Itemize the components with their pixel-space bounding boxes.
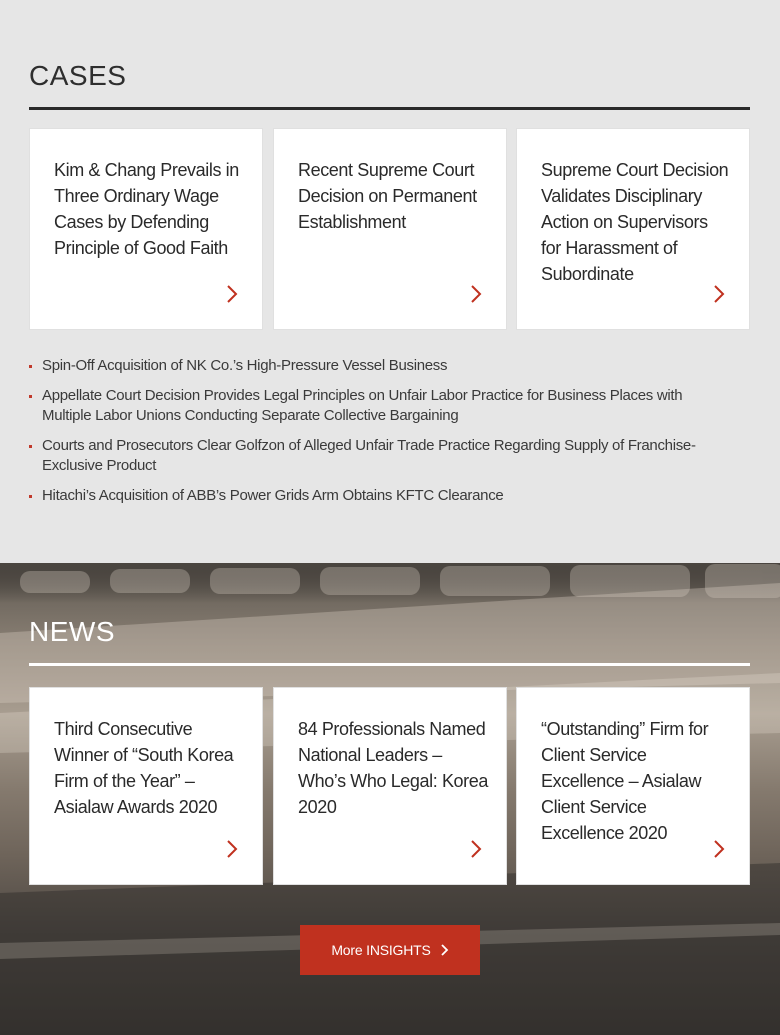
news-heading: NEWS: [29, 616, 115, 647]
cases-list: [29, 356, 729, 516]
case-card[interactable]: [273, 128, 507, 330]
bullet-icon: [29, 495, 32, 498]
list-item-text: Spin-Off Acquisition of NK Co.’s High-Pressure Vessel Business: [42, 357, 448, 374]
chevron-right-icon: [711, 840, 727, 858]
list-item-text: Courts and Prosecutors Clear Golfzon of Alleged Unfair Trade Practice Regarding Supply of Franchise-Exclusive Product: [42, 437, 696, 474]
bullet-icon: [29, 365, 32, 368]
case-card[interactable]: [29, 128, 263, 330]
list-item[interactable]: [29, 356, 729, 376]
news-card[interactable]: [29, 687, 263, 885]
news-card-title: “Outstanding” Firm for Client Service Excellence – Asialaw Client Service Excellence 2020: [541, 719, 709, 843]
list-item[interactable]: [29, 486, 729, 506]
chevron-right-icon: [711, 285, 727, 303]
list-item-text: Appellate Court Decision Provides Legal Principles on Unfair Labor Practice for Business Places with Multiple Labor Unions Conducting Separate Collective Bargaining: [42, 387, 683, 424]
cases-heading: CASES: [29, 60, 127, 91]
list-item-text: Hitachi’s Acquisition of ABB’s Power Grids Arm Obtains KFTC Clearance: [42, 487, 504, 504]
chevron-right-icon: [224, 840, 240, 858]
news-card[interactable]: [273, 687, 507, 885]
case-card-title: Recent Supreme Court Decision on Permanent Establishment: [298, 160, 477, 232]
news-card-title: Third Consecutive Winner of “South Korea Firm of the Year” – Asialaw Awards 2020: [54, 719, 234, 817]
more-insights-button[interactable]: [300, 925, 480, 975]
news-card-title: 84 Professionals Named National Leaders – Who’s Who Legal: Korea 2020: [298, 719, 488, 817]
bullet-icon: [29, 445, 32, 448]
chevron-right-icon: [468, 285, 484, 303]
cases-divider: [29, 107, 750, 110]
case-card-title: Supreme Court Decision Validates Disciplinary Action on Supervisors for Harassment of Subordinate: [541, 160, 729, 284]
list-item[interactable]: [29, 436, 729, 476]
case-card[interactable]: [516, 128, 750, 330]
chevron-right-icon: [468, 840, 484, 858]
case-card-title: Kim & Chang Prevails in Three Ordinary Wage Cases by Defending Principle of Good Faith: [54, 160, 239, 258]
news-divider: [29, 663, 750, 666]
bullet-icon: [29, 395, 32, 398]
chevron-right-icon: [441, 944, 449, 956]
chevron-right-icon: [224, 285, 240, 303]
list-item[interactable]: [29, 386, 729, 426]
more-insights-label: More INSIGHTS: [331, 942, 431, 958]
news-card[interactable]: [516, 687, 750, 885]
news-section: [0, 563, 780, 1035]
